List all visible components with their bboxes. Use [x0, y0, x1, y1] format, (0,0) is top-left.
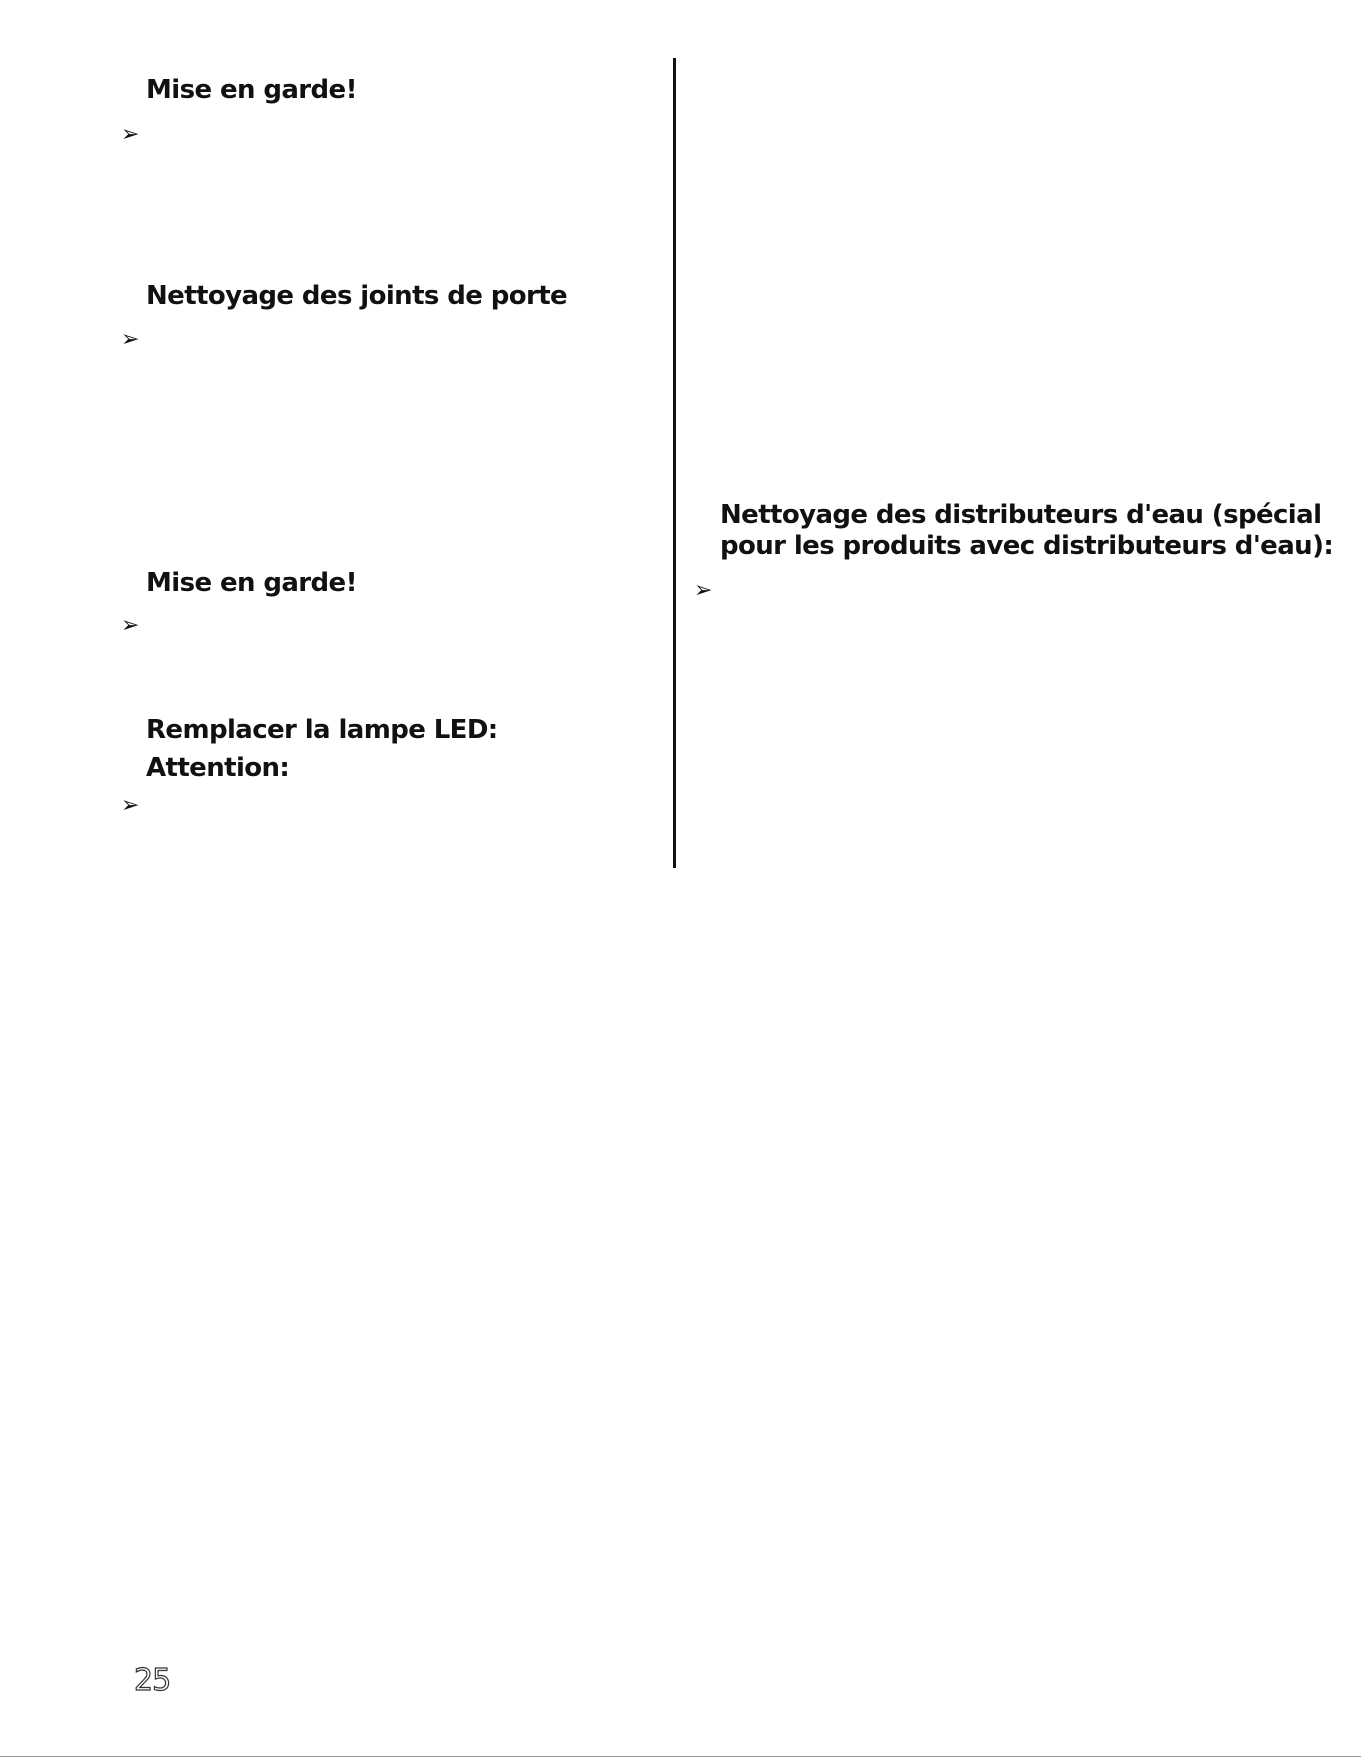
heading-replace-led-lamp: Remplacer la lampe LED:: [146, 715, 498, 745]
arrow-bullet-icon: ➢: [121, 327, 140, 352]
heading-water-dispenser-cleaning-line2: pour les produits avec distributeurs d'eau):: [720, 531, 1334, 561]
heading-door-seal-cleaning: Nettoyage des joints de porte: [146, 281, 568, 311]
heading-water-dispenser-cleaning-line1: Nettoyage des distributeurs d'eau (spécial: [720, 500, 1322, 530]
arrow-bullet-icon: ➢: [121, 613, 140, 638]
arrow-bullet-icon: ➢: [694, 578, 713, 603]
heading-warning-1: Mise en garde!: [146, 75, 357, 105]
heading-warning-2: Mise en garde!: [146, 568, 357, 598]
column-divider: [673, 58, 676, 868]
subheading-attention: Attention:: [146, 753, 290, 783]
arrow-bullet-icon: ➢: [121, 793, 140, 818]
bottom-edge-rule: [0, 1756, 1361, 1757]
page-number: 25: [134, 1663, 171, 1698]
arrow-bullet-icon: ➢: [121, 122, 140, 147]
